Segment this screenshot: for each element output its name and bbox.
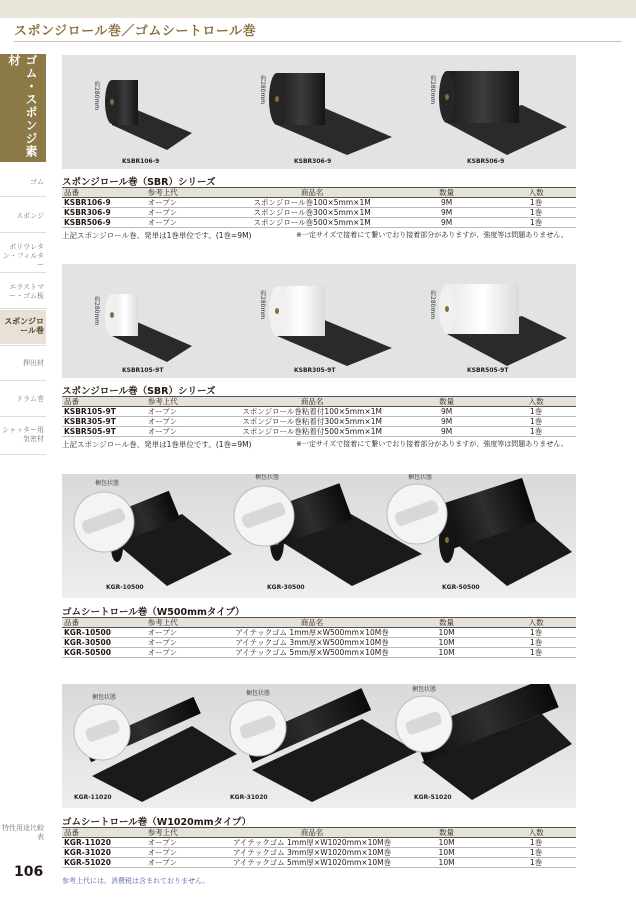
quantity: 10M <box>397 858 497 868</box>
column-header: 参考上代 <box>148 188 228 198</box>
product-code: KSBR305-9T <box>62 417 148 427</box>
product-code: KGR-31020 <box>62 848 148 858</box>
column-header: 数量 <box>397 828 497 838</box>
table-row <box>62 648 576 658</box>
table-row <box>62 858 576 868</box>
photo-label: KSBR105-9T <box>122 367 164 374</box>
dimension-label: 約280mm <box>429 75 436 105</box>
quantity: 10M <box>397 848 497 858</box>
retail-price: オープン <box>148 638 228 648</box>
quantity: 9M <box>397 407 497 417</box>
pack-count: 1巻 <box>496 198 576 208</box>
dimension-label: 約280mm <box>93 81 100 111</box>
sidebar-divider <box>0 380 46 381</box>
product-name: アイテックゴム 5mm厚×W1020mm×10M巻 <box>227 858 396 868</box>
sidebar-item-sponge-roll-active[interactable]: スポンジロール巻 <box>0 310 46 344</box>
quantity: 10M <box>397 838 497 848</box>
tax-footnote: 参考上代には、消費税は含まれておりません。 <box>62 877 210 885</box>
product-name: スポンジロール巻100×5mm×1M <box>227 198 396 208</box>
quantity: 9M <box>397 198 497 208</box>
dimension-label: 約280mm <box>259 290 266 320</box>
column-header: 商品名 <box>227 618 396 628</box>
column-header: 入数 <box>496 397 576 407</box>
packaging-label: 梱包状態 <box>408 474 433 481</box>
column-header: 数量 <box>397 618 497 628</box>
table-row <box>62 198 576 208</box>
table-row <box>62 218 576 228</box>
photo-label: KSBR305-9T <box>294 367 336 374</box>
column-header: 入数 <box>496 828 576 838</box>
unit-note: 上記スポンジロール巻、発単は1巻単位です。(1巻=9M) <box>62 231 252 240</box>
joint-note: ※一定サイズで接着にて繋いでおり接着部分がありますが、強度等は問題ありません。 <box>296 440 568 448</box>
quantity: 9M <box>397 427 497 437</box>
sidebar-divider <box>0 196 46 197</box>
pack-count: 1巻 <box>496 208 576 218</box>
pack-count: 1巻 <box>496 417 576 427</box>
table-row <box>62 628 576 638</box>
photo-label: KSBR506-9 <box>467 158 505 165</box>
retail-price: オープン <box>148 858 228 868</box>
table-row <box>62 407 576 417</box>
table-row <box>62 427 576 437</box>
product-name: アイテックゴム 5mm厚×W500mm×10M巻 <box>227 648 396 658</box>
product-name: アイテックゴム 1mm厚×W500mm×10M巻 <box>227 628 396 638</box>
photo-label: KGR-51020 <box>414 794 452 801</box>
sidebar-item-comparison[interactable]: 特性用途比較表 <box>2 824 44 841</box>
packaging-label: 梱包状態 <box>255 474 280 481</box>
retail-price: オープン <box>148 198 228 208</box>
column-header: 商品名 <box>227 828 396 838</box>
pack-count: 1巻 <box>496 838 576 848</box>
product-table <box>62 827 576 868</box>
retail-price: オープン <box>148 218 228 228</box>
photo-label: KSBR106-9 <box>122 158 160 165</box>
pack-count: 1巻 <box>496 648 576 658</box>
column-header: 品番 <box>62 188 148 198</box>
packaging-label: 梱包状態 <box>92 694 117 701</box>
product-code: KSBR106-9 <box>62 198 148 208</box>
quantity: 10M <box>397 638 497 648</box>
photo-label: KSBR505-9T <box>467 367 509 374</box>
sidebar-divider <box>0 416 46 417</box>
column-header: 数量 <box>397 397 497 407</box>
product-photo-rubber-w500 <box>62 474 576 598</box>
packaging-label: 梱包状態 <box>95 480 120 487</box>
column-header: 品番 <box>62 828 148 838</box>
product-name: スポンジロール巻粘着付300×5mm×1M <box>227 417 396 427</box>
product-name: アイテックゴム 3mm厚×W1020mm×10M巻 <box>227 848 396 858</box>
product-code: KSBR506-9 <box>62 218 148 228</box>
product-photo-sponge-sbr <box>62 55 576 169</box>
quantity: 9M <box>397 218 497 228</box>
rubber-sheet-rolls-illustration <box>62 474 576 598</box>
sidebar-divider <box>0 454 46 455</box>
pack-count: 1巻 <box>496 218 576 228</box>
dimension-label: 約280mm <box>259 75 266 105</box>
photo-label: KSBR306-9 <box>294 158 332 165</box>
product-table <box>62 396 576 437</box>
product-name: スポンジロール巻粘着付100×5mm×1M <box>227 407 396 417</box>
section-title: ゴムシートロール巻（W1020mmタイプ） <box>62 817 252 828</box>
sidebar-item-drum[interactable]: ドラム巻 <box>16 395 44 403</box>
product-code: KGR-51020 <box>62 858 148 868</box>
product-code: KSBR505-9T <box>62 427 148 437</box>
product-table <box>62 617 576 658</box>
top-bar <box>0 0 636 18</box>
retail-price: オープン <box>148 838 228 848</box>
product-table <box>62 187 576 228</box>
retail-price: オープン <box>148 848 228 858</box>
product-code: KGR-10500 <box>62 628 148 638</box>
sidebar-item-rubber[interactable]: ゴム <box>30 178 44 186</box>
column-header: 品番 <box>62 618 148 628</box>
column-header: 商品名 <box>227 188 396 198</box>
sidebar-divider <box>0 272 46 273</box>
photo-label: KGR-10500 <box>106 584 144 591</box>
product-code: KSBR306-9 <box>62 208 148 218</box>
wide-rubber-sheet-rolls-illustration <box>62 684 576 808</box>
product-code: KGR-50500 <box>62 648 148 658</box>
product-name: スポンジロール巻500×5mm×1M <box>227 218 396 228</box>
photo-label: KGR-30500 <box>267 584 305 591</box>
product-code: KGR-30500 <box>62 638 148 648</box>
product-code: KSBR105-9T <box>62 407 148 417</box>
sponge-rolls-illustration <box>62 55 576 169</box>
photo-label: KGR-31020 <box>230 794 268 801</box>
sidebar-item-extrusion[interactable]: 押出材 <box>23 359 44 367</box>
sidebar-item-shutter-seal[interactable]: シャッター用気密材 <box>2 426 44 443</box>
packaging-label: 梱包状態 <box>412 686 437 693</box>
column-header: 入数 <box>496 188 576 198</box>
joint-note: ※一定サイズで接着にて繋いでおり接着部分がありますが、強度等は問題ありません。 <box>296 231 568 239</box>
table-row <box>62 638 576 648</box>
title-divider <box>14 41 622 42</box>
product-code: KGR-11020 <box>62 838 148 848</box>
product-name: スポンジロール巻300×5mm×1M <box>227 208 396 218</box>
column-header: 入数 <box>496 618 576 628</box>
sidebar-main-category[interactable]: ゴム・スポンジ素材 <box>0 54 46 162</box>
product-name: アイテックゴム 3mm厚×W500mm×10M巻 <box>227 638 396 648</box>
pack-count: 1巻 <box>496 848 576 858</box>
dimension-label: 約280mm <box>93 296 100 326</box>
column-header: 商品名 <box>227 397 396 407</box>
pack-count: 1巻 <box>496 638 576 648</box>
pack-count: 1巻 <box>496 407 576 417</box>
page-title: スポンジロール巻／ゴムシートロール巻 <box>14 24 257 39</box>
retail-price: オープン <box>148 628 228 638</box>
quantity: 9M <box>397 208 497 218</box>
sidebar-divider <box>0 232 46 233</box>
table-row <box>62 838 576 848</box>
photo-label: KGR-50500 <box>442 584 480 591</box>
sidebar-divider <box>0 308 46 309</box>
retail-price: オープン <box>148 208 228 218</box>
sidebar-item-polyurethane[interactable]: ポリウレタン・フィルター <box>2 243 44 269</box>
product-photo-sponge-sbr-adhesive <box>62 264 576 378</box>
adhesive-sponge-rolls-illustration <box>62 264 576 378</box>
pack-count: 1巻 <box>496 858 576 868</box>
column-header: 数量 <box>397 188 497 198</box>
table-row <box>62 208 576 218</box>
column-header: 参考上代 <box>148 397 228 407</box>
photo-label: KGR-11020 <box>74 794 112 801</box>
product-photo-rubber-w1020 <box>62 684 576 808</box>
quantity: 10M <box>397 648 497 658</box>
column-header: 品番 <box>62 397 148 407</box>
product-name: スポンジロール巻粘着付500×5mm×1M <box>227 427 396 437</box>
retail-price: オープン <box>148 427 228 437</box>
section-title: スポンジロール巻（SBR）シリーズ <box>62 386 216 397</box>
retail-price: オープン <box>148 648 228 658</box>
page-number: 106 <box>14 864 44 880</box>
pack-count: 1巻 <box>496 427 576 437</box>
column-header: 参考上代 <box>148 618 228 628</box>
packaging-label: 梱包状態 <box>246 690 271 697</box>
unit-note: 上記スポンジロール巻、発単は1巻単位です。(1巻=9M) <box>62 440 252 449</box>
section-title: スポンジロール巻（SBR）シリーズ <box>62 177 216 188</box>
retail-price: オープン <box>148 417 228 427</box>
table-row <box>62 848 576 858</box>
quantity: 9M <box>397 417 497 427</box>
sidebar-item-sponge[interactable]: スポンジ <box>16 212 44 220</box>
sidebar-divider <box>0 345 46 346</box>
table-row <box>62 417 576 427</box>
section-title: ゴムシートロール巻（W500mmタイプ） <box>62 607 245 618</box>
product-name: アイテックゴム 1mm厚×W1020mm×10M巻 <box>227 838 396 848</box>
column-header: 参考上代 <box>148 828 228 838</box>
dimension-label: 約280mm <box>429 290 436 320</box>
retail-price: オープン <box>148 407 228 417</box>
pack-count: 1巻 <box>496 628 576 638</box>
sidebar-item-elastomer[interactable]: エラストマー・ゴム板 <box>9 283 44 300</box>
quantity: 10M <box>397 628 497 638</box>
